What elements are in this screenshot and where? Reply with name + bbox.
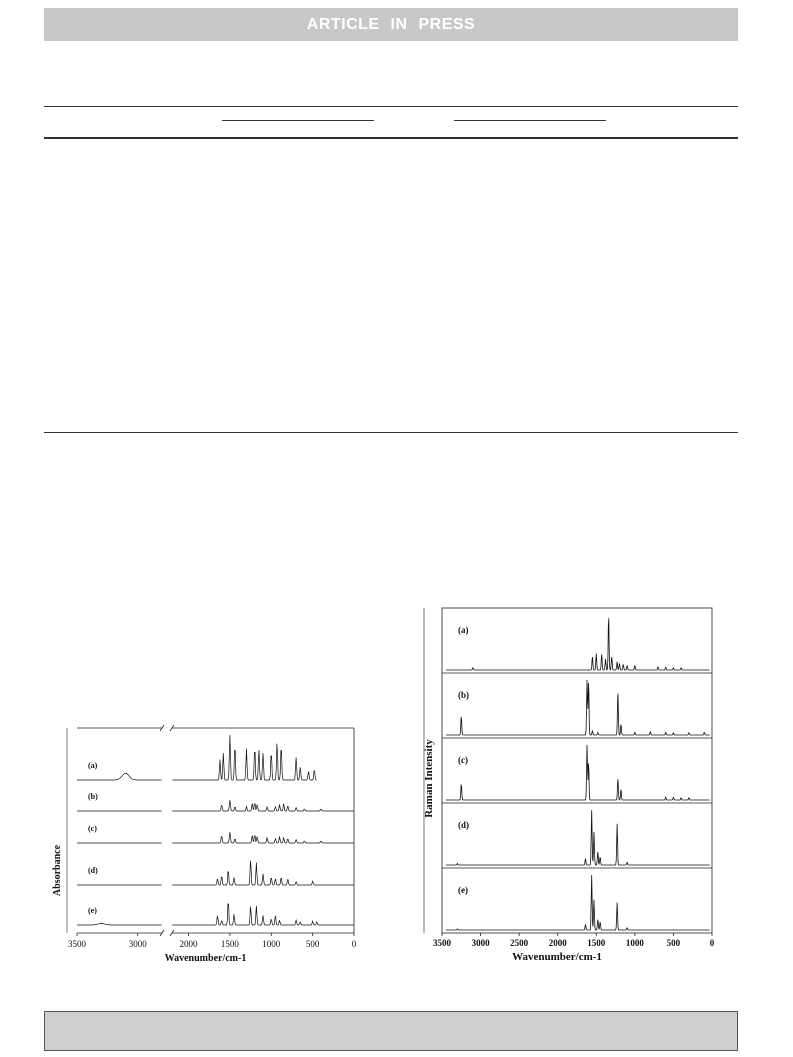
raman-x-tick-label: 1000	[625, 938, 644, 948]
ir-axis-break-gap	[162, 726, 172, 935]
raman-x-tick-label: 2000	[548, 938, 567, 948]
ir-series-label: (a)	[88, 761, 98, 770]
raman-x-tick-label: 1500	[587, 938, 606, 948]
footer-citation-box	[44, 1011, 738, 1051]
table-group-rule-right	[454, 120, 606, 121]
raman-x-tick-label: 0	[709, 938, 715, 948]
raman-spectrum-line	[446, 745, 710, 800]
raman-series-label: (b)	[458, 690, 469, 700]
ir-series-label: (b)	[88, 792, 98, 801]
raman-y-axis-label: Raman Intensity	[423, 739, 435, 818]
raman-spectrum-line	[446, 810, 710, 865]
raman-series-label: (a)	[458, 625, 469, 635]
raman-frame	[442, 608, 712, 933]
table-top-rule	[44, 106, 738, 107]
raman-series-label: (e)	[458, 885, 468, 895]
table-bottom-rule	[44, 432, 738, 433]
ir-spectrum-line	[77, 861, 354, 885]
raman-x-tick-label: 3500	[433, 938, 451, 948]
ir-x-tick-label: 0	[351, 939, 357, 949]
ir-spectrum-line	[77, 904, 354, 925]
raman-series-label: (c)	[458, 755, 468, 765]
ir-series-label: (c)	[88, 824, 97, 833]
ir-spectrum-line	[77, 735, 317, 780]
raman-x-axis-label: Wavenumber/cm-1	[512, 951, 602, 963]
ir-x-tick-label: 2000	[179, 939, 198, 949]
raman-spectrum-line	[446, 875, 710, 930]
ir-x-tick-label: 3000	[128, 939, 147, 949]
banner-text: ARTICLE IN PRESS	[306, 15, 476, 33]
ir-x-tick-label: 1000	[262, 939, 281, 949]
raman-x-tick-label: 3000	[471, 938, 490, 948]
ir-x-axis-label: Wavenumber/cm-1	[164, 953, 247, 964]
ir-spectrum-line	[77, 800, 354, 811]
raman-x-tick-label: 500	[666, 938, 681, 948]
ir-spectrum-line	[77, 832, 354, 843]
ir-y-axis-label: Absorbance	[52, 844, 63, 897]
raman-intensity-chart	[418, 605, 728, 970]
raman-x-tick-label: 2500	[510, 938, 529, 948]
raman-spectrum-line	[446, 618, 710, 670]
raman-spectrum-line	[446, 680, 710, 735]
ir-x-tick-label: 500	[305, 939, 320, 949]
table-header-rule	[44, 137, 738, 139]
ir-x-tick-label: 3500	[68, 939, 86, 949]
ir-absorbance-chart	[52, 725, 370, 970]
table-group-rule-left	[222, 120, 374, 121]
ir-series-label: (d)	[88, 866, 98, 875]
article-in-press-banner	[44, 8, 738, 41]
ir-series-label: (e)	[88, 906, 97, 915]
raman-series-label: (d)	[458, 820, 469, 830]
ir-x-tick-label: 1500	[220, 939, 239, 949]
